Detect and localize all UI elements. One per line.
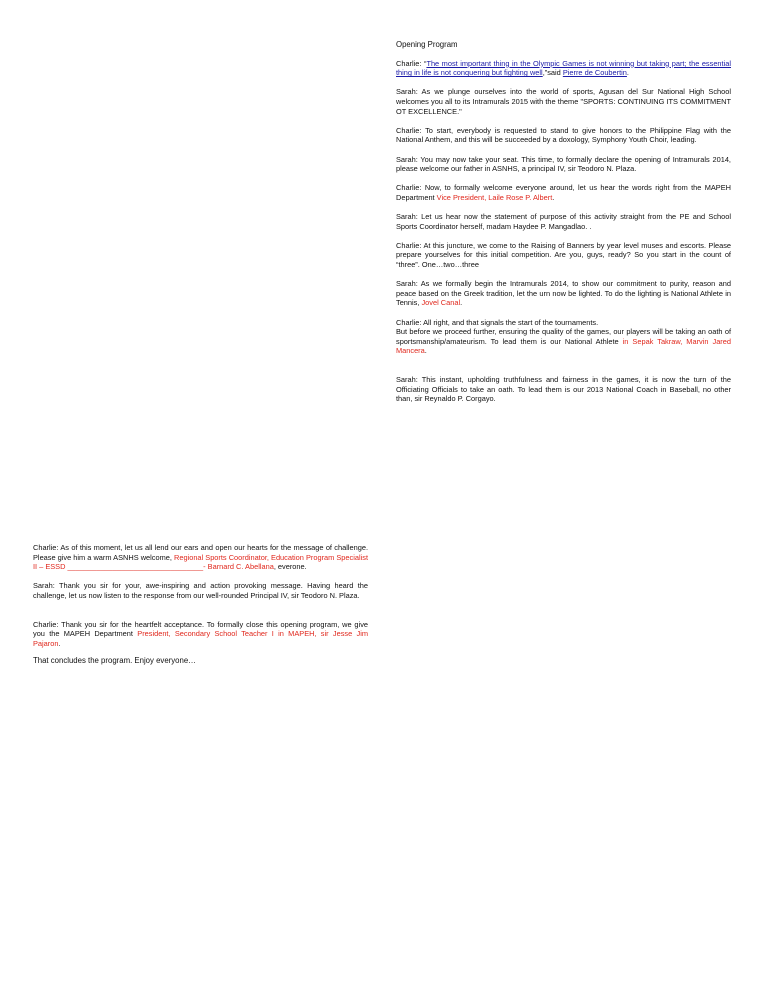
charlie-welcome-address-paragraph	[396, 183, 731, 202]
sarah-purpose-paragraph: Sarah: Let us hear now the statement of purpose of this activity straight from the PE and School Sports Coordinator herself, madam Haydee P. Mangadlao. .	[396, 212, 731, 231]
speaker-name-highlight: Regional Sports Coordinator, Education Program Specialist II – ESSD _________________________________- Barnard C. Abellana	[33, 552, 369, 572]
paragraph-end: , everone.	[273, 562, 307, 572]
page-title: Opening Program	[396, 40, 458, 49]
charlie-banners-paragraph: Charlie: At this juncture, we come to the Raising of Banners by year level muses and escorts. Please prepare yourselves for this initial competition. Are you, guys, ready? So you start in the count of “three”. One…two…three	[396, 240, 731, 270]
charlie-challenge-paragraph	[33, 543, 368, 572]
period: .	[424, 346, 427, 356]
olympic-quote-link[interactable]: The most important thing in the Olympic Games is not winning but taking part; the essential thing in life is not conquering but fighting well	[396, 58, 731, 78]
charlie-closing-paragraph	[33, 620, 368, 649]
closing-program-column	[33, 543, 368, 666]
sarah-urn-paragraph	[396, 279, 731, 308]
paragraph-text: Charlie: As of this moment, let us all lend our ears and open our hearts for the message of challenge. Please give him a warm ASNHS welcome,	[33, 543, 368, 562]
period: .	[626, 68, 629, 78]
charlie-flag-paragraph: Charlie: To start, everybody is requested to stand to give honors to the Philippine Flag with the National Anthem, and this will be succeeded by a doxology, Symphony Youth Choir, leading.	[396, 125, 731, 145]
paragraph-line: Charlie: All right, and that signals the start of the tournaments.	[396, 317, 599, 327]
sarah-welcome-paragraph: Sarah: As we plunge ourselves into the world of sports, Agusan del Sur National High School welcomes you all to its Intramurals 2015 with the theme "SPORTS: CONTINUING ITS COMMITMENT OT EXCELLENCE."	[396, 87, 731, 116]
charlie-oath-paragraph	[396, 318, 731, 356]
paragraph-text: Sarah: As we formally begin the Intramurals 2014, to show our commitment to purity, reason and peace based on the Greek tradition, let the urn now be lighted. To do the lighting is National Athlete in Tennis,	[396, 279, 731, 308]
quote-attribution: ,”said	[542, 68, 563, 78]
period: .	[58, 638, 61, 648]
open-quote: “	[423, 58, 427, 68]
sarah-response-paragraph: Sarah: Thank you sir for your, awe-inspiring and action provoking message. Having heard the challenge, let us now listen to the response from our well-rounded Principal IV, sir Teodoro N. Plaza.	[33, 581, 368, 600]
opening-program-column	[396, 40, 731, 404]
period: .	[460, 298, 463, 308]
speaker-name-highlight: President, Secondary School Teacher I in MAPEH, sir Jesse Jim Pajaron	[33, 629, 368, 648]
sarah-opening-paragraph: Sarah: You may now take your seat. This time, to formally declare the opening of Intramurals 2014, please welcome our father in ASNHS, a principal IV, sir Teodoro N. Plaza.	[396, 154, 731, 174]
period: .	[552, 192, 555, 202]
closing-line: That concludes the program. Enjoy everyone…	[33, 656, 196, 666]
coubertin-link[interactable]: Pierre de Coubertin	[562, 68, 627, 78]
sarah-officials-oath-paragraph: Sarah: This instant, upholding truthfulness and fairness in the games, it is now the turn of the Officiating Officials to take an oath. To lead them is our 2013 National Coach in Baseball, no other than, sir Reynaldo P. Corgayo.	[396, 375, 731, 404]
paragraph-text: But before we proceed further, ensuring the quality of the games, our players will be taking an oath of sportsmanship/amateurism. To lead them is our National Athlete	[396, 327, 731, 346]
charlie-quote-paragraph	[396, 59, 731, 78]
paragraph-text: Charlie: Thank you sir for the heartfelt acceptance. To formally close this opening program, we give you the MAPEH Department	[33, 619, 368, 639]
athlete-name-highlight: in Sepak Takraw, Marvin Jared Mancera	[396, 336, 731, 356]
speaker-name-highlight: Vice President, Laile Rose P. Albert	[436, 192, 553, 202]
athlete-name-highlight: Jovel Canal	[421, 298, 461, 308]
paragraph-text: Charlie: Now, to formally welcome everyone around, let us hear the words right from the MAPEH Department	[396, 183, 731, 202]
speaker-label: Charlie:	[396, 58, 424, 68]
